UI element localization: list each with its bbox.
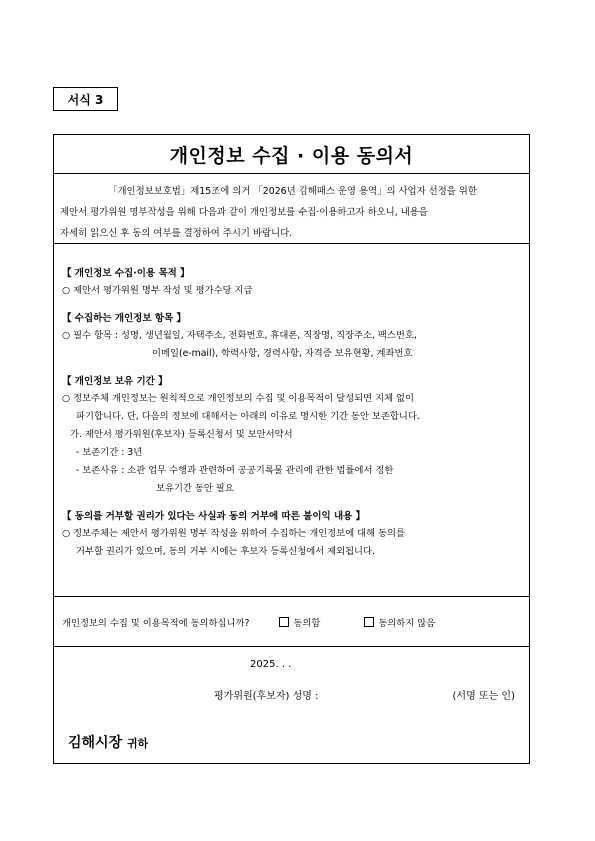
addressee-suffix: 귀하 [126,737,149,750]
signature-section [54,647,529,765]
addressee-name: 김해시장 [68,735,123,751]
disagree-label: 동의하지 않음 [378,617,436,629]
signer-name-label: 평가위원(후보자) 성명 : [214,691,319,702]
agree-label: 동의함 [293,617,321,629]
retention-line-4: - 보존기간 : 3년 [76,447,143,458]
intro-line-3: 자세히 읽으신 후 동의 여부를 결정하여 주시기 바랍니다. [60,228,293,239]
form-number-text: 서식 3 [67,92,104,107]
retention-line-1: ○ 정보주체 개인정보는 원칙적으로 개인정보의 수집 및 이용목적이 달성되면 지체 없이 [62,393,414,404]
addressee [68,732,148,752]
consent-form [53,134,530,764]
items-line-1: ○ 필수 항목 : 성명, 생년월일, 자택주소, 전화번호, 휴대폰, 직장명, 직장주소, 팩스번호, [62,330,417,341]
form-number-label [53,87,118,111]
consent-row [54,597,529,647]
items-line-2: 이메일(e-mail), 학력사항, 경력사항, 자격증 보유현황, 계좌번호 [152,348,413,359]
retention-line-6: 보유기간 동안 필요 [156,483,234,494]
agree-option[interactable] [279,615,320,629]
items-heading: 【 수집하는 개인정보 항목 】 [62,313,186,324]
retention-line-5: - 보존사유 : 소관 업무 수행과 관련하여 공공기록물 관리에 관한 법률에서 정한 [76,465,394,476]
disagree-option[interactable] [364,615,435,629]
document-title: 개인정보 수집 · 이용 동의서 [54,135,529,174]
signature-date: 2025. . . [250,659,292,670]
intro-paragraph [54,174,529,244]
terms-section [54,244,529,597]
retention-line-3: 가. 제안서 평가위원(후보자) 등록신청서 및 보안서약서 [70,429,293,440]
refusal-line-2: 거부할 권리가 있으며, 동의 거부 시에는 후보자 등록신청에서 제외됩니다. [76,546,375,557]
purpose-heading: 【 개인정보 수집·이용 목적 】 [62,268,190,279]
refusal-heading: 【 동의를 거부할 권리가 있다는 사실과 동의 거부에 따른 불이익 내용 】 [62,511,366,522]
agree-checkbox[interactable] [279,617,289,627]
retention-line-2: 파기합니다. 단, 다음의 정보에 대해서는 아래의 이유로 명시한 기간 동안 보존합니다. [76,411,420,422]
consent-question: 개인정보의 수집 및 이용목적에 동의하십니까? [62,617,250,629]
intro-line-1: 「개인정보보호법」제15조에 의거 「2026년 김해패스 운영 용역」의 사업자 선정을 위한 [108,186,477,197]
purpose-text: ○ 제안서 평가위원 명부 작성 및 평가수당 지급 [62,285,253,296]
seal-label: (서명 또는 인) [452,691,515,702]
disagree-checkbox[interactable] [364,617,374,627]
retention-heading: 【 개인정보 보유 기간 】 [62,376,168,387]
refusal-line-1: ○ 정보주체는 제안서 평가위원 명부 작성을 위하여 수집하는 개인정보에 대해 동의를 [62,528,406,539]
intro-line-2: 제안서 평가위원 명부작성을 위해 다음과 같이 개인정보를 수집·이용하고자 하오니, 내용을 [60,207,428,218]
